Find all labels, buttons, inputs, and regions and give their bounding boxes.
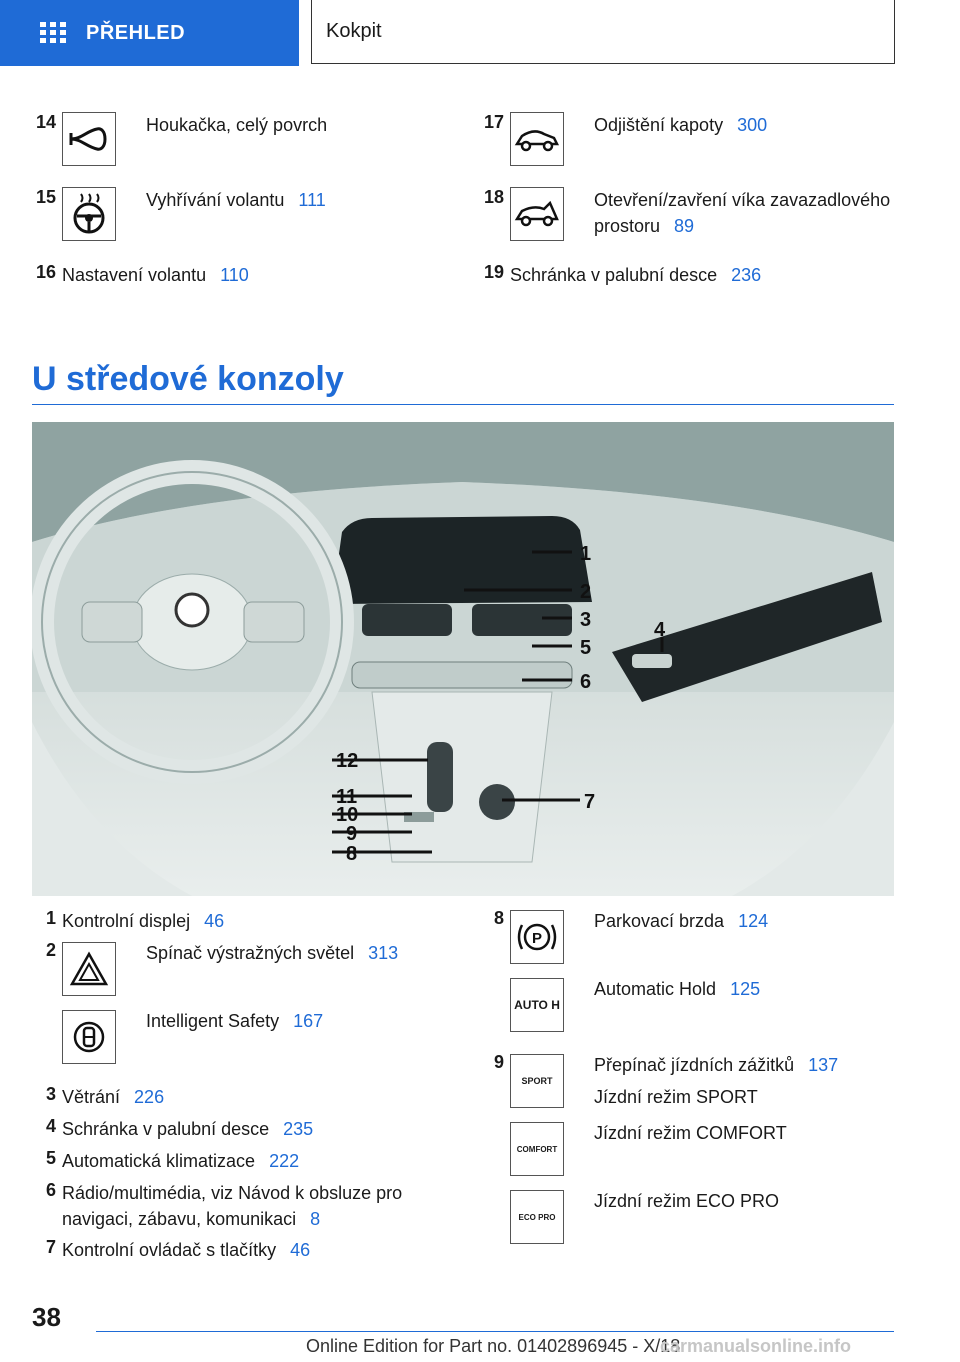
callout-4: 4 bbox=[654, 619, 666, 641]
hood-release-icon bbox=[510, 112, 564, 166]
item-text: Rádio/multimédia, viz Návod k obsluze pro navigaci, zábavu, komunikaci 8 bbox=[62, 1183, 403, 1229]
callout-2: 2 bbox=[580, 581, 592, 603]
item-text: Kontrolní ovládač s tlačítky 46 bbox=[62, 1240, 311, 1260]
item-number: 15 bbox=[35, 187, 56, 207]
item-text: Schránka v palubní desce 236 bbox=[510, 265, 762, 285]
item-text: Jízdní režim COMFORT bbox=[594, 1123, 787, 1143]
svg-text:P: P bbox=[532, 930, 543, 947]
item-number: 16 bbox=[35, 262, 56, 282]
item-text: Jízdní režim ECO PRO bbox=[594, 1191, 780, 1211]
tab-overview-label: PŘEHLED bbox=[86, 21, 186, 44]
callout-5: 5 bbox=[580, 637, 592, 659]
eco-pro-mode-icon-label: ECO PRO bbox=[518, 1212, 556, 1222]
section-divider bbox=[32, 404, 894, 405]
tab-overview[interactable] bbox=[0, 0, 299, 66]
steering-wheel-heating-icon bbox=[62, 187, 116, 241]
sport-mode-icon bbox=[510, 1054, 564, 1108]
page-reference[interactable]: 167 bbox=[293, 1011, 324, 1031]
parking-brake-icon bbox=[510, 910, 564, 964]
callout-1: 1 bbox=[580, 543, 592, 565]
item-number: 6 bbox=[45, 1180, 56, 1200]
item-text: Větrání 226 bbox=[62, 1087, 165, 1107]
page-reference[interactable]: 137 bbox=[808, 1055, 839, 1075]
horn-icon bbox=[62, 112, 116, 166]
page-reference[interactable]: 235 bbox=[283, 1119, 314, 1139]
item-text: Otevření/zavření víka zavazadlového prostoru 89 bbox=[594, 190, 891, 236]
callout-10: 10 bbox=[336, 804, 359, 826]
item-number: 17 bbox=[483, 112, 504, 132]
item-text: Nastavení volantu 110 bbox=[62, 265, 249, 285]
footer-divider bbox=[96, 1331, 894, 1332]
item-text: Odjištění kapoty 300 bbox=[594, 115, 768, 135]
grid-icon bbox=[40, 22, 66, 44]
page-reference[interactable]: 300 bbox=[737, 115, 768, 135]
item-number: 9 bbox=[493, 1052, 504, 1072]
page-reference[interactable]: 110 bbox=[220, 265, 249, 285]
intelligent-safety-icon bbox=[62, 1010, 116, 1064]
page-reference[interactable]: 89 bbox=[674, 216, 695, 236]
item-number: 5 bbox=[45, 1148, 56, 1168]
callout-7: 7 bbox=[584, 791, 596, 813]
page-reference[interactable]: 111 bbox=[298, 190, 326, 210]
callout-8: 8 bbox=[346, 843, 358, 865]
auto-hold-icon-label: AUTO H bbox=[514, 998, 560, 1012]
item-number: 7 bbox=[45, 1237, 56, 1257]
page-reference[interactable]: 226 bbox=[134, 1087, 165, 1107]
item-text: Parkovací brzda 124 bbox=[594, 911, 769, 931]
page-number: 38 bbox=[32, 1302, 61, 1332]
item-text: Schránka v palubní desce 235 bbox=[62, 1119, 314, 1139]
item-number: 8 bbox=[493, 908, 504, 928]
item-text: Kontrolní displej 46 bbox=[62, 911, 225, 931]
callout-9: 9 bbox=[346, 823, 358, 845]
tab-cockpit[interactable] bbox=[311, 0, 895, 64]
callout-6: 6 bbox=[580, 671, 592, 693]
header-tabbar bbox=[0, 0, 960, 66]
auto-hold-icon bbox=[510, 978, 564, 1032]
page-reference[interactable]: 46 bbox=[204, 911, 225, 931]
page-reference[interactable]: 46 bbox=[290, 1240, 311, 1260]
item-number: 14 bbox=[35, 112, 56, 132]
page-reference[interactable]: 8 bbox=[310, 1209, 321, 1229]
item-number: 3 bbox=[45, 1084, 56, 1104]
item-number: 1 bbox=[45, 908, 56, 928]
sport-mode-icon-label: SPORT bbox=[521, 1076, 553, 1086]
item-number: 2 bbox=[45, 940, 56, 960]
comfort-mode-icon bbox=[510, 1122, 564, 1176]
tab-cockpit-label: Kokpit bbox=[326, 20, 382, 42]
section-title: U středové konzoly bbox=[32, 360, 344, 398]
item-text: Automatic Hold 125 bbox=[594, 979, 761, 999]
page-reference[interactable]: 313 bbox=[368, 943, 399, 963]
page-reference[interactable]: 236 bbox=[731, 265, 762, 285]
item-text: Automatická klimatizace 222 bbox=[62, 1151, 300, 1171]
item-text: Přepínač jízdních zážitků 137 Jízdní režim SPORT bbox=[594, 1055, 839, 1107]
cockpit-illustration bbox=[32, 422, 894, 896]
watermark: carmanualsonline.info bbox=[660, 1336, 852, 1356]
item-number: 19 bbox=[483, 262, 504, 282]
hazard-warning-icon bbox=[62, 942, 116, 996]
comfort-mode-icon-label: COMFORT bbox=[516, 1144, 558, 1154]
item-text: Intelligent Safety 167 bbox=[146, 1011, 324, 1031]
item-text: Houkačka, celý povrch bbox=[146, 115, 328, 135]
footer-edition: Online Edition for Part no. 01402896945 - X/18 bbox=[306, 1336, 681, 1356]
page-reference[interactable]: 222 bbox=[269, 1151, 300, 1171]
page-reference[interactable]: 125 bbox=[730, 979, 761, 999]
callout-3: 3 bbox=[580, 609, 592, 631]
eco-pro-mode-icon bbox=[510, 1190, 564, 1244]
item-text: Spínač výstražných světel 313 bbox=[146, 943, 399, 963]
trunk-lid-icon bbox=[510, 187, 564, 241]
item-text: Vyhřívání volantu 111 bbox=[146, 190, 326, 210]
page-reference[interactable]: 124 bbox=[738, 911, 769, 931]
item-number: 18 bbox=[483, 187, 504, 207]
item-number: 4 bbox=[45, 1116, 56, 1136]
callout-11: 11 bbox=[336, 786, 358, 808]
callout-12: 12 bbox=[336, 750, 359, 772]
